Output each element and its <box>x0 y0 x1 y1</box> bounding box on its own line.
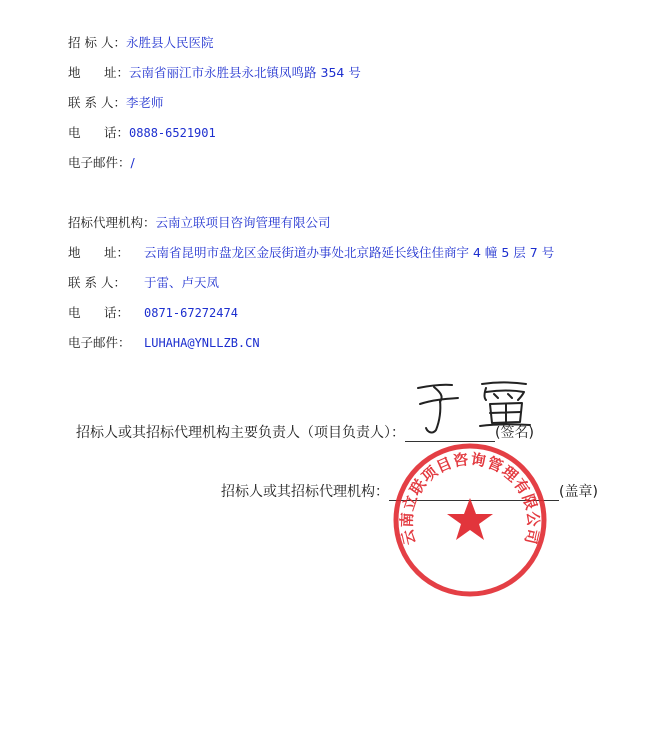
tenderer-address-label-b: 址： <box>104 65 130 80</box>
seal-text: 云南立联项目咨询管理有限公司 <box>397 450 543 547</box>
tenderer-phone: 0888-6521901 <box>129 126 216 140</box>
tenderer-contact: 李老师 <box>125 95 164 110</box>
agency-phone-label-b: 话： <box>104 305 130 320</box>
tenderer-phone-label-b: 话： <box>104 125 130 140</box>
agency-address-row <box>68 245 554 261</box>
principal-signature-suffix: (签名) <box>495 425 534 441</box>
agency-name-label: 招标代理机构： <box>68 215 156 230</box>
tenderer-email-label: 电子邮件： <box>68 155 131 170</box>
tenderer-address-row <box>68 65 361 81</box>
agency-phone: 0871-67272474 <box>144 306 238 320</box>
tenderer-name-label: 招 标 人： <box>68 35 126 50</box>
tenderer-email: / <box>130 155 135 170</box>
tenderer-address: 云南省丽江市永胜县永北镇凤鸣路 354 号 <box>129 65 361 80</box>
agency-address: 云南省昆明市盘龙区金辰街道办事处北京路延长线住佳商宇 4 幢 5 层 7 号 <box>144 245 555 260</box>
tenderer-phone-row <box>68 125 216 141</box>
tenderer-phone-label-a: 电 <box>68 125 81 140</box>
org-seal-suffix: (盖章) <box>559 484 598 500</box>
agency-address-label-a: 地 <box>68 245 81 260</box>
agency-email: LUHAHA@YNLLZB.CN <box>144 336 260 350</box>
tenderer-address-label-a: 地 <box>68 65 81 80</box>
handwritten-signature <box>400 378 550 438</box>
principal-signature-label: 招标人或其招标代理机构主要负责人（项目负责人）： <box>76 425 405 441</box>
agency-contact-row <box>68 275 219 291</box>
agency-contact-label: 联 系 人： <box>68 275 126 290</box>
agency-address-label-b: 址： <box>104 245 130 260</box>
seal-star-icon <box>447 498 493 540</box>
agency-email-row <box>68 335 260 351</box>
tenderer-contact-row <box>68 95 163 111</box>
tenderer-name: 永胜县人民医院 <box>125 35 214 50</box>
agency-phone-row <box>68 305 238 321</box>
company-seal-stamp <box>390 440 550 600</box>
agency-phone-label-a: 电 <box>68 305 81 320</box>
agency-email-label: 电子邮件： <box>68 335 131 350</box>
agency-contact: 于雷、卢天凤 <box>144 275 220 290</box>
tenderer-contact-label: 联 系 人： <box>68 95 126 110</box>
tenderer-name-row <box>68 35 213 51</box>
tenderer-email-row <box>68 155 135 171</box>
org-seal-label: 招标人或其招标代理机构： <box>221 484 389 500</box>
agency-name-row <box>68 215 331 231</box>
agency-name: 云南立联项目咨询管理有限公司 <box>155 215 331 230</box>
